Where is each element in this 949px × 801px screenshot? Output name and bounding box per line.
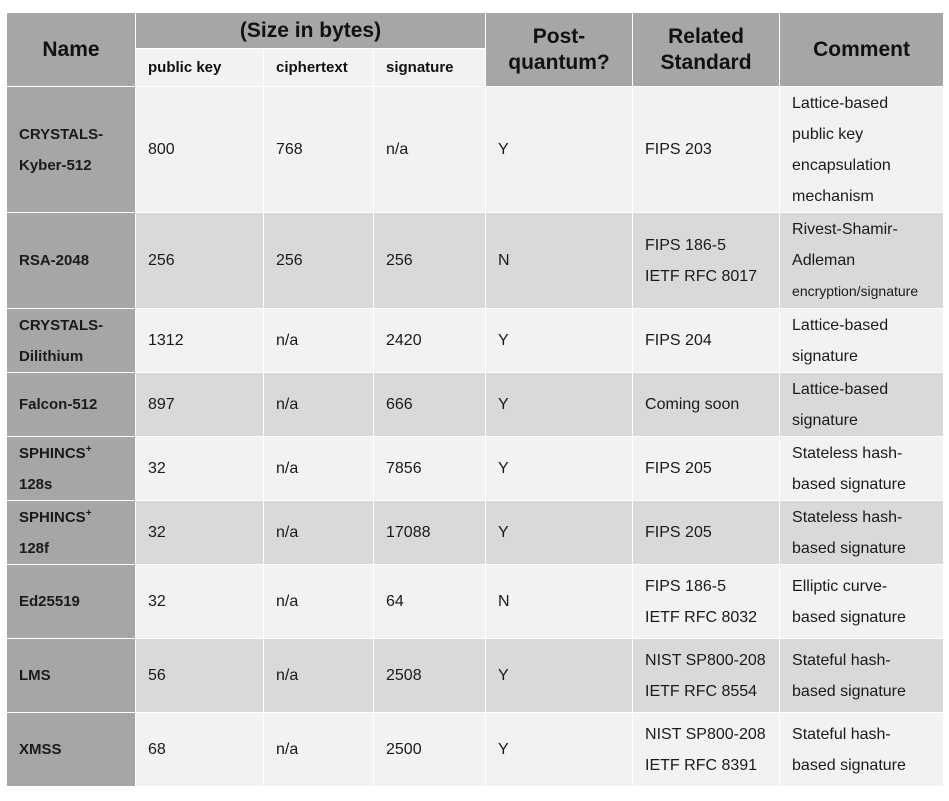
header-ciphertext: ciphertext xyxy=(264,49,374,87)
cell-ciphertext: n/a xyxy=(264,565,374,639)
standard-line: FIPS 205 xyxy=(645,460,712,477)
cell-related-standard xyxy=(633,639,780,713)
comment-line: mechanism xyxy=(792,187,874,205)
table-row xyxy=(7,373,944,437)
cell-post-quantum: Y xyxy=(486,373,633,437)
cell-name xyxy=(7,639,136,713)
standard-line: IETF RFC 8032 xyxy=(645,608,758,626)
name-line: RSA-2048 xyxy=(19,252,90,269)
cell-signature: n/a xyxy=(374,87,486,213)
header-post-quantum xyxy=(486,13,633,87)
crypto-comparison-table xyxy=(6,12,944,787)
cell-public-key: 32 xyxy=(136,565,264,639)
table-body xyxy=(7,87,944,787)
comment-line: Lattice-based xyxy=(792,94,889,112)
cell-ciphertext: 768 xyxy=(264,87,374,213)
header-signature: signature xyxy=(374,49,486,87)
standard-line: FIPS 203 xyxy=(645,141,712,158)
comment-line: based signature xyxy=(792,475,906,493)
header-name: Name xyxy=(7,13,136,87)
cell-name xyxy=(7,501,136,565)
cell-related-standard xyxy=(633,713,780,787)
cell-ciphertext: n/a xyxy=(264,713,374,787)
table-header xyxy=(7,13,944,87)
comment-line: Lattice-based xyxy=(792,380,889,398)
cell-comment xyxy=(780,309,944,373)
cell-comment xyxy=(780,373,944,437)
header-public-key: public key xyxy=(136,49,264,87)
cell-ciphertext: n/a xyxy=(264,309,374,373)
cell-public-key: 897 xyxy=(136,373,264,437)
comment-line: signature xyxy=(792,411,858,429)
cell-comment xyxy=(780,213,944,309)
cell-name xyxy=(7,373,136,437)
cell-comment xyxy=(780,713,944,787)
cell-related-standard xyxy=(633,437,780,501)
cell-related-standard xyxy=(633,565,780,639)
standard-line: FIPS 186-5 xyxy=(645,236,726,254)
standard-line: IETF RFC 8391 xyxy=(645,756,758,774)
name-line: Dilithium xyxy=(19,347,84,365)
cell-signature: 2420 xyxy=(374,309,486,373)
cell-related-standard xyxy=(633,373,780,437)
comment-line: public key xyxy=(792,125,864,143)
standard-line: IETF RFC 8017 xyxy=(645,267,758,285)
cell-public-key: 32 xyxy=(136,501,264,565)
comment-line: based signature xyxy=(792,539,906,557)
cell-public-key: 56 xyxy=(136,639,264,713)
table-row xyxy=(7,501,944,565)
cell-related-standard xyxy=(633,309,780,373)
cell-comment xyxy=(780,501,944,565)
header-size-group: (Size in bytes) xyxy=(136,13,486,49)
name-superscript: + xyxy=(85,443,92,455)
cell-ciphertext: n/a xyxy=(264,501,374,565)
comment-line: Rivest-Shamir- xyxy=(792,221,898,238)
cell-post-quantum: N xyxy=(486,213,633,309)
comment-line: based signature xyxy=(792,608,906,626)
comment-line: Adleman xyxy=(792,252,856,269)
cell-ciphertext: n/a xyxy=(264,639,374,713)
cell-name xyxy=(7,213,136,309)
table-row xyxy=(7,713,944,787)
header-post-quantum-line1: Post- xyxy=(532,25,586,49)
comment-line: Stateless hash- xyxy=(792,444,903,462)
comment-line: Lattice-based xyxy=(792,316,889,334)
table-row xyxy=(7,309,944,373)
cell-signature: 7856 xyxy=(374,437,486,501)
table-row xyxy=(7,639,944,713)
cell-public-key: 256 xyxy=(136,213,264,309)
comment-line: Stateful hash- xyxy=(792,725,891,743)
standard-line: FIPS 204 xyxy=(645,332,712,349)
name-line: Falcon-512 xyxy=(19,396,98,413)
standard-line: NIST SP800-208 xyxy=(645,725,766,743)
name-line: SPHINCS xyxy=(19,508,86,526)
cell-post-quantum: Y xyxy=(486,309,633,373)
standard-line: FIPS 205 xyxy=(645,524,712,541)
cell-signature: 2508 xyxy=(374,639,486,713)
comment-line: Stateful hash- xyxy=(792,651,891,669)
name-line: CRYSTALS- xyxy=(19,125,104,143)
cell-post-quantum: Y xyxy=(486,501,633,565)
standard-line: NIST SP800-208 xyxy=(645,651,766,669)
standard-line: FIPS 186-5 xyxy=(645,577,726,595)
header-post-quantum-line2: quantum? xyxy=(508,50,610,74)
header-comment: Comment xyxy=(780,13,944,87)
name-line: SPHINCS xyxy=(19,444,86,462)
comparison-table-container xyxy=(6,12,943,787)
cell-signature: 666 xyxy=(374,373,486,437)
name-line: XMSS xyxy=(19,741,62,758)
comment-line: based signature xyxy=(792,756,906,774)
cell-public-key: 800 xyxy=(136,87,264,213)
name-line-wrap xyxy=(19,438,131,469)
cell-post-quantum: Y xyxy=(486,639,633,713)
cell-comment xyxy=(780,437,944,501)
cell-name xyxy=(7,87,136,213)
name-line: 128s xyxy=(19,475,53,493)
cell-post-quantum: Y xyxy=(486,437,633,501)
cell-name xyxy=(7,565,136,639)
name-superscript: + xyxy=(85,507,92,519)
cell-signature: 2500 xyxy=(374,713,486,787)
cell-comment xyxy=(780,639,944,713)
table-row xyxy=(7,213,944,309)
cell-signature: 256 xyxy=(374,213,486,309)
header-standard-line2: Standard xyxy=(660,50,752,74)
standard-line: Coming soon xyxy=(645,396,740,413)
header-related-standard xyxy=(633,13,780,87)
name-line: Ed25519 xyxy=(19,593,80,610)
name-line: Kyber-512 xyxy=(19,156,92,174)
cell-name xyxy=(7,309,136,373)
cell-related-standard xyxy=(633,213,780,309)
cell-name xyxy=(7,713,136,787)
cell-post-quantum: Y xyxy=(486,713,633,787)
name-line: CRYSTALS- xyxy=(19,316,104,334)
cell-post-quantum: Y xyxy=(486,87,633,213)
cell-signature: 17088 xyxy=(374,501,486,565)
name-line-wrap xyxy=(19,502,131,533)
comment-line: based signature xyxy=(792,682,906,700)
cell-post-quantum: N xyxy=(486,565,633,639)
comment-line: encryption/signature xyxy=(792,283,919,299)
cell-ciphertext: n/a xyxy=(264,437,374,501)
cell-related-standard xyxy=(633,87,780,213)
table-row xyxy=(7,437,944,501)
table-row xyxy=(7,87,944,213)
standard-line: IETF RFC 8554 xyxy=(645,682,758,700)
comment-line: encapsulation xyxy=(792,156,891,174)
comment-line: Elliptic curve- xyxy=(792,577,888,595)
cell-related-standard xyxy=(633,501,780,565)
name-line: LMS xyxy=(19,667,51,684)
comment-line: Stateless hash- xyxy=(792,508,903,526)
cell-signature: 64 xyxy=(374,565,486,639)
name-line: 128f xyxy=(19,539,50,557)
cell-name xyxy=(7,437,136,501)
cell-comment xyxy=(780,87,944,213)
cell-public-key: 68 xyxy=(136,713,264,787)
header-standard-line1: Related xyxy=(668,25,744,49)
cell-public-key: 32 xyxy=(136,437,264,501)
cell-ciphertext: n/a xyxy=(264,373,374,437)
cell-public-key: 1312 xyxy=(136,309,264,373)
table-row xyxy=(7,565,944,639)
cell-comment xyxy=(780,565,944,639)
cell-ciphertext: 256 xyxy=(264,213,374,309)
comment-line: signature xyxy=(792,347,858,365)
